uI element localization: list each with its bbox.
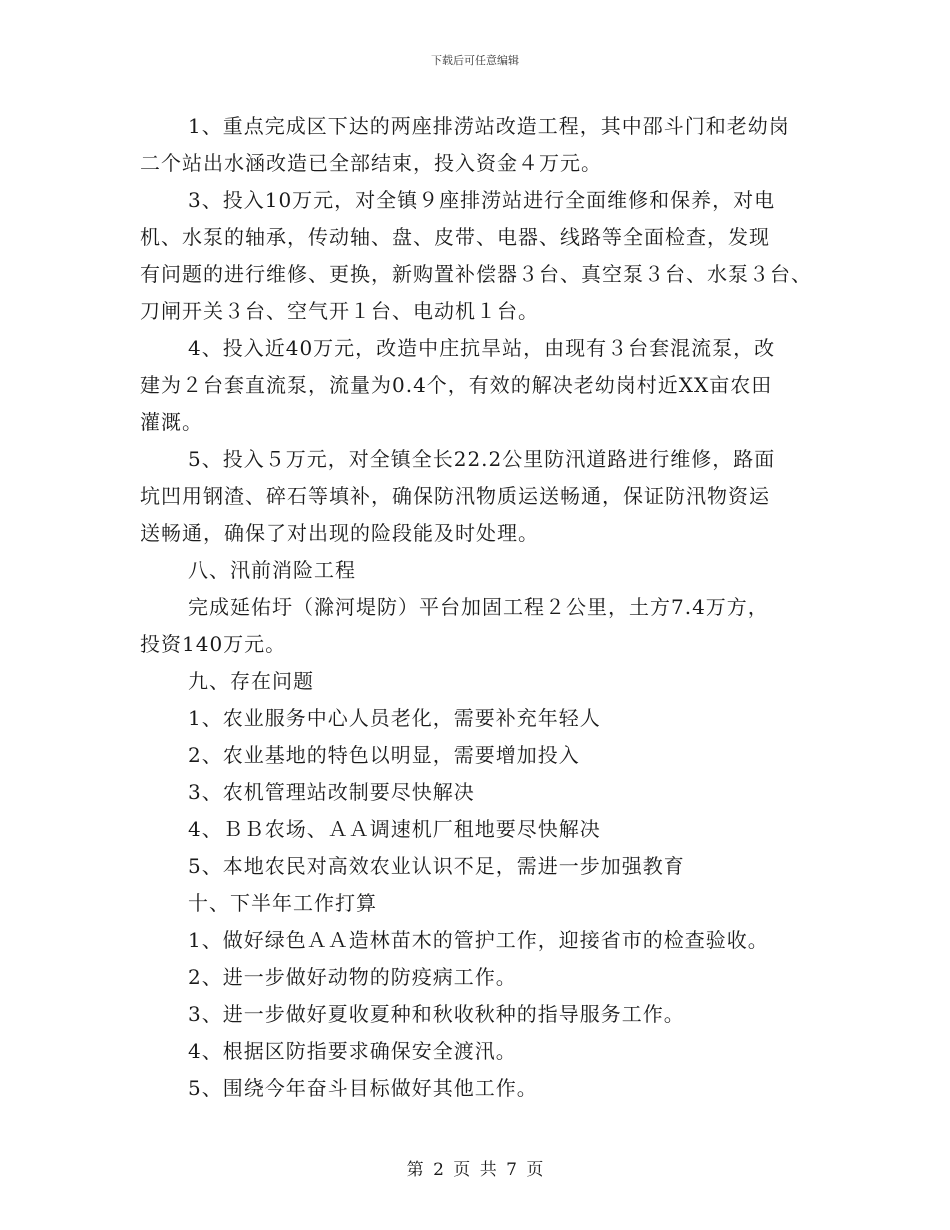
text-line: 1、做好绿色ＡＡ造林苗木的管护工作，迎接省市的检查验收。 — [188, 928, 769, 952]
text-line: 有问题的进行维修、更换，新购置补偿器３台、真空泵３台、水泵３台、 — [140, 262, 812, 286]
text-line: 5、本地农民对高效农业认识不足，需进一步加强教育 — [188, 854, 685, 878]
text-line: 完成延佑圩（滁河堤防）平台加固工程２公里，土方7.4万方， — [188, 595, 769, 619]
text-line: 5、投入５万元，对全镇全长22.2公里防汛道路进行维修，路面 — [188, 447, 776, 471]
text-line: 十、下半年工作打算 — [188, 891, 377, 915]
text-line: 二个站出水涵改造已全部结束，投入资金４万元。 — [140, 151, 602, 175]
text-line: 1、农业服务中心人员老化，需要补充年轻人 — [188, 706, 601, 730]
text-line: 4、投入近40万元，改造中庄抗旱站，由现有３台套混流泵，改 — [188, 336, 776, 360]
text-line: 刀闸开关３台、空气开１台、电动机１台。 — [140, 299, 539, 323]
page-header-note: 下载后可任意编辑 — [431, 54, 519, 67]
text-line: 灌溉。 — [140, 410, 203, 434]
text-line: 坑凹用钢渣、碎石等填补，确保防汛物质运送畅通，保证防汛物资运 — [140, 484, 770, 508]
text-line: 2、农业基地的特色以明显，需要增加投入 — [188, 743, 580, 767]
text-line: 3、进一步做好夏收夏种和秋收秋种的指导服务工作。 — [188, 1002, 685, 1026]
text-line: 八、汛前消险工程 — [188, 558, 356, 582]
text-line: 4、ＢＢ农场、ＡＡ调速机厂租地要尽快解决 — [188, 817, 601, 841]
text-line: 3、投入10万元，对全镇９座排涝站进行全面维修和保养，对电 — [188, 188, 776, 212]
text-line: 1、重点完成区下达的两座排涝站改造工程，其中邵斗门和老幼岗 — [188, 114, 790, 138]
text-line: 送畅通，确保了对出现的险段能及时处理。 — [140, 521, 539, 545]
text-line: 4、根据区防指要求确保安全渡汛。 — [188, 1039, 517, 1063]
text-line: 建为２台套直流泵，流量为0.4个，有效的解决老幼岗村近XX亩农田 — [140, 373, 773, 397]
text-line: 九、存在问题 — [188, 669, 314, 693]
text-line: 投资140万元。 — [140, 632, 287, 656]
text-line: 2、进一步做好动物的防疫病工作。 — [188, 965, 517, 989]
text-line: 3、农机管理站改制要尽快解决 — [188, 780, 475, 804]
text-line: 5、围绕今年奋斗目标做好其他工作。 — [188, 1076, 538, 1100]
text-line: 机、水泵的轴承，传动轴、盘、皮带、电器、线路等全面检查，发现 — [140, 225, 770, 249]
document-body — [140, 108, 840, 1107]
page-number-footer: 第 2 页 共 7 页 — [406, 1160, 544, 1180]
